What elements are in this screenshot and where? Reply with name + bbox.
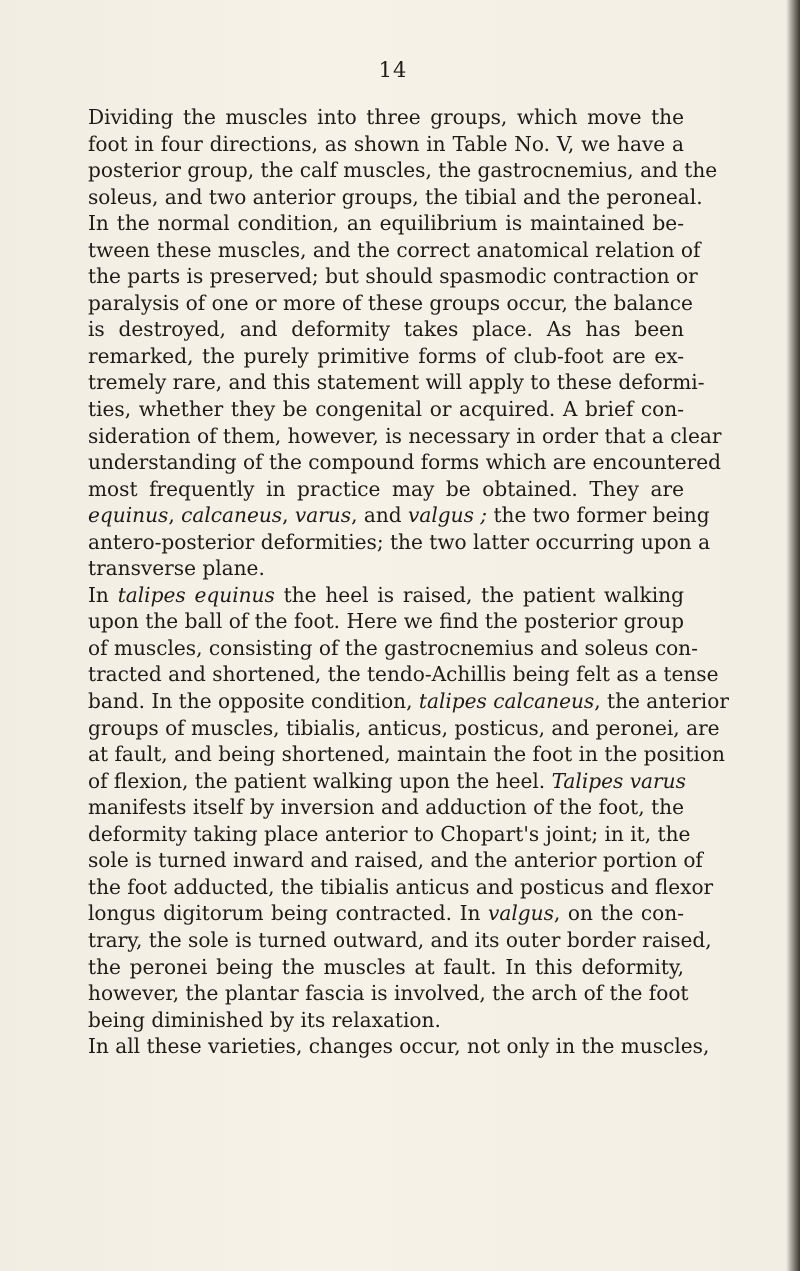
text-line: the parts is preserved; but should spasmodic contraction or [88, 264, 698, 289]
text-line: equinus, calcaneus, varus, and valgus ; the two former being [88, 503, 710, 528]
term-talipes-equinus: talipes equinus [117, 582, 275, 607]
text-line: the foot adducted, the tibialis anticus and posticus and flexor [88, 874, 714, 899]
text-line: is destroyed, and deformity takes place. As has been [88, 317, 684, 342]
text-line: upon the ball of the foot. Here we find the posterior group [88, 609, 684, 634]
paragraph-3 [64, 1033, 710, 1060]
text-line: manifests itself by inversion and adduction of the foot, the [88, 795, 684, 820]
text-line: trary, the sole is turned outward, and its outer border raised, [88, 927, 712, 952]
text-line: In the normal condition, an equilibrium is maintained be- [88, 211, 684, 236]
term-calcaneus: calcaneus [181, 503, 283, 528]
body-text [64, 104, 729, 1060]
text-line: at fault, and being shortened, maintain the foot in the position [88, 742, 725, 767]
page-edge-shadow [786, 0, 800, 1271]
text-line: however, the plantar fascia is involved, the arch of the foot [88, 981, 689, 1006]
term-talipes-calcaneus: talipes calcaneus [418, 689, 595, 714]
text-line: ties, whether they be congenital or acquired. A brief con- [88, 397, 684, 422]
text-line: of muscles, consisting of the gastrocnemius and soleus con- [88, 635, 698, 660]
text-line: most frequently in practice may be obtained. They are [88, 476, 684, 501]
paragraph-2 [64, 582, 729, 1033]
text-line: deformity taking place anterior to Chopart's joint; in it, the [88, 821, 691, 846]
paragraph-1 [64, 104, 722, 582]
text-line: foot in four directions, as shown in Table No. V, we have a [88, 131, 684, 156]
term-valgus: valgus [488, 901, 554, 926]
page-number: 14 [378, 58, 408, 82]
text-line: groups of muscles, tibialis, anticus, posticus, and peronei, are [88, 715, 720, 740]
text-line: antero-posterior deformities; the two latter occurring upon a [88, 529, 711, 554]
text-line: tween these muscles, and the correct anatomical relation of [88, 237, 701, 262]
text-line: tremely rare, and this statement will apply to these deformi- [88, 370, 705, 395]
text-line: In talipes equinus the heel is raised, the patient walking [88, 582, 684, 607]
text-line: transverse plane. [88, 556, 265, 581]
text-line: remarked, the purely primitive forms of club-foot are ex- [88, 343, 684, 368]
text-line: band. In the opposite condition, talipes calcaneus, the anterior [88, 689, 729, 714]
text-line: the peronei being the muscles at fault. In this deformity, [88, 954, 684, 979]
text-line: of flexion, the patient walking upon the heel. Talipes varus [88, 768, 686, 793]
term-valgus: valgus ; [408, 503, 488, 528]
text-line: posterior group, the calf muscles, the gastrocnemius, and the [88, 158, 718, 183]
text-line: paralysis of one or more of these groups occur, the balance [88, 290, 693, 315]
text-line: In all these varieties, changes occur, not only in the muscles, [88, 1034, 710, 1059]
term-talipes-varus: Talipes varus [551, 768, 686, 793]
text-line: longus digitorum being contracted. In valgus, on the con- [88, 901, 685, 926]
text-line: Dividing the muscles into three groups, which move the [88, 105, 684, 129]
text-line: tracted and shortened, the tendo-Achillis being felt as a tense [88, 662, 719, 687]
text-line: being diminished by its relaxation. [88, 1007, 441, 1032]
term-varus: varus [294, 503, 352, 528]
term-equinus: equinus [88, 503, 169, 528]
text-line: understanding of the compound forms which are encountered [88, 450, 722, 475]
text-line: sideration of them, however, is necessary in order that a clear [88, 423, 722, 448]
text-line: sole is turned inward and raised, and the anterior portion of [88, 848, 703, 873]
text-line: soleus, and two anterior groups, the tibial and the peroneal. [88, 184, 703, 209]
